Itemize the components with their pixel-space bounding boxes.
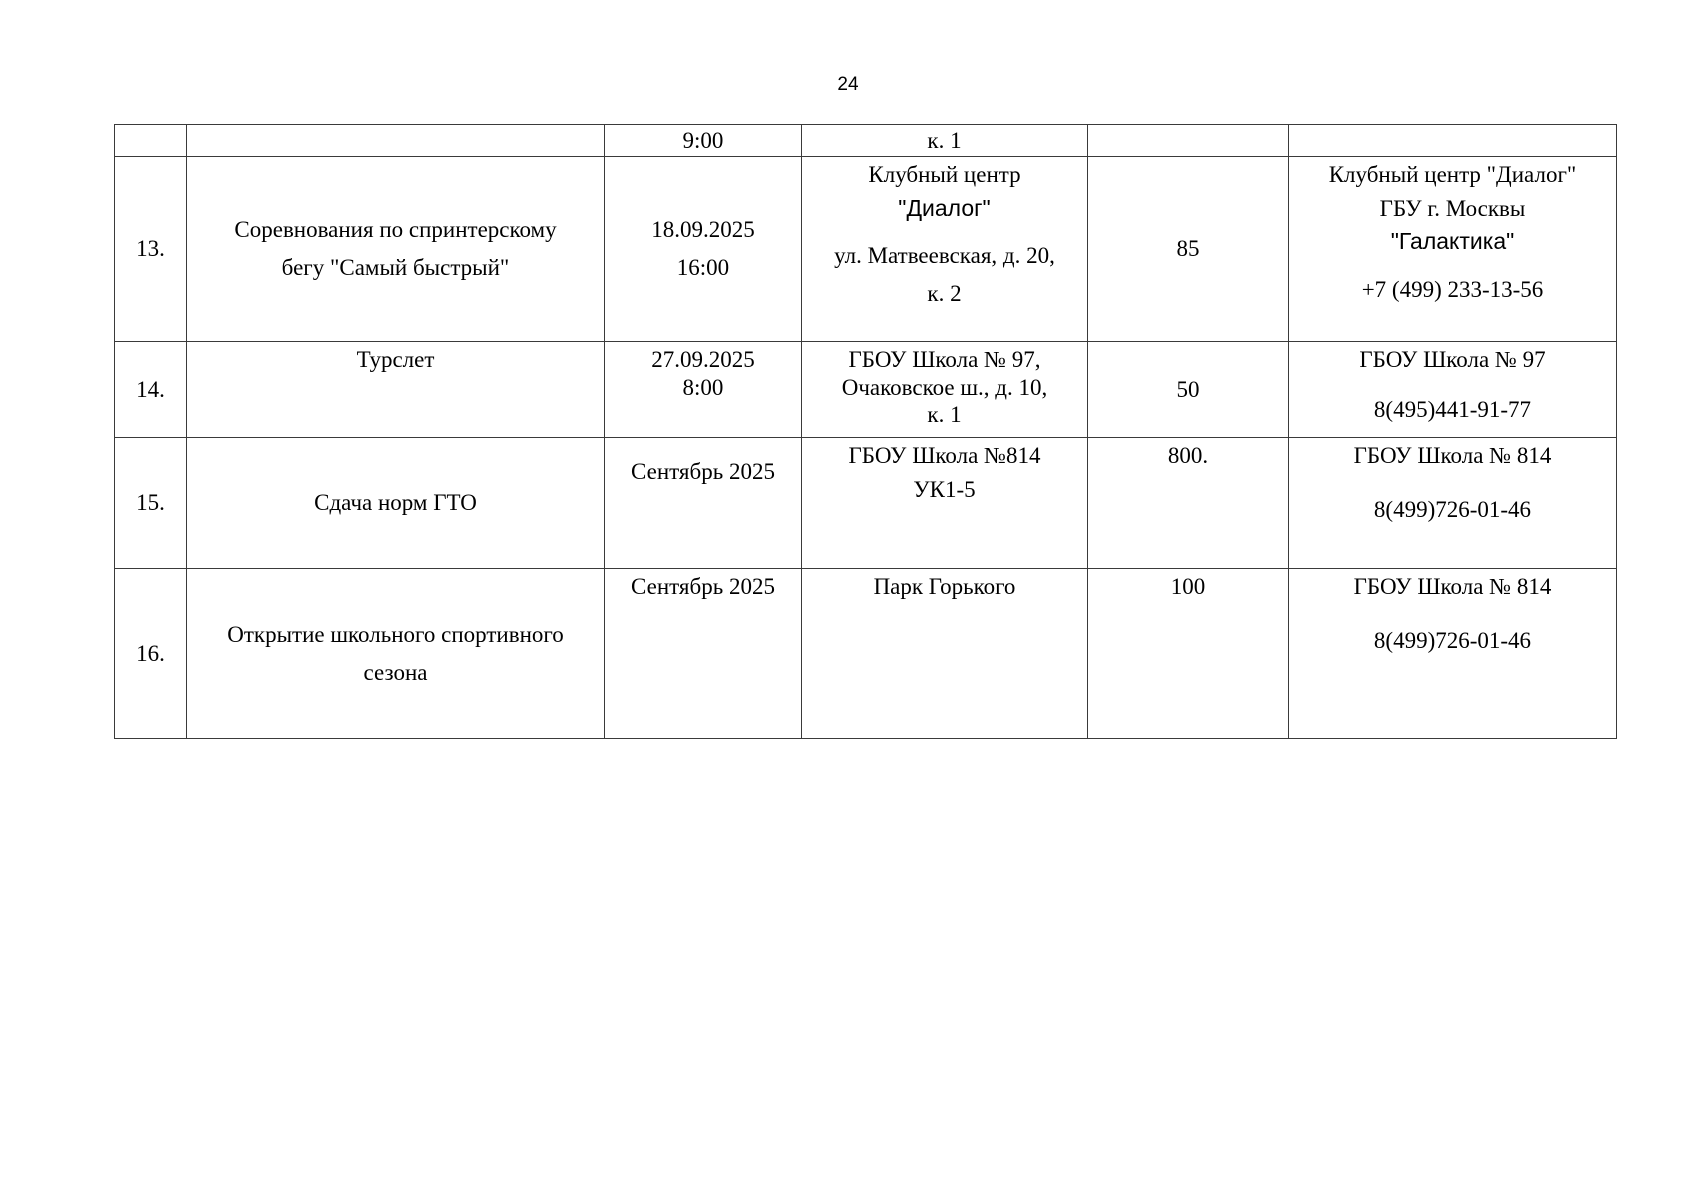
venue-cell bbox=[802, 157, 1088, 342]
venue-line: "Диалог" bbox=[898, 194, 991, 221]
event-name-line: Открытие школьного спортивного bbox=[227, 621, 564, 647]
venue-line: УК1-5 bbox=[913, 476, 976, 502]
venue-address-line: к. 2 bbox=[927, 280, 962, 306]
organizer-line: ГБОУ Школа № 814 bbox=[1353, 574, 1552, 599]
organizer-phone: 8(499)726-01-46 bbox=[1373, 496, 1532, 522]
date-time-line: 9:00 bbox=[682, 127, 724, 153]
participants-cell: 50 bbox=[1088, 342, 1289, 438]
event-name-cell bbox=[187, 125, 605, 157]
organizer-line: Клубный центр "Диалог" bbox=[1328, 162, 1577, 187]
table-row bbox=[115, 569, 1617, 739]
row-number-cell: 15. bbox=[115, 438, 187, 569]
participants-cell bbox=[1088, 125, 1289, 157]
venue-line: к. 1 bbox=[927, 127, 962, 153]
organizer-line: "Галактика" bbox=[1390, 228, 1515, 255]
page-number: 24 bbox=[837, 74, 859, 95]
date-line: Сентябрь 2025 bbox=[631, 574, 775, 599]
table-row bbox=[115, 438, 1617, 569]
time-line: 8:00 bbox=[682, 374, 724, 400]
event-name-line: сезона bbox=[363, 659, 428, 685]
event-name-line: Турслет bbox=[356, 347, 435, 372]
table-row bbox=[115, 342, 1617, 438]
venue-line: ГБОУ Школа № 97, bbox=[848, 347, 1041, 372]
table-row bbox=[115, 125, 1617, 157]
date-line: 27.09.2025 bbox=[651, 347, 755, 372]
organizer-cell bbox=[1289, 125, 1617, 157]
event-name-cell bbox=[187, 438, 605, 569]
organizer-cell bbox=[1289, 438, 1617, 569]
date-time-cell bbox=[605, 342, 802, 438]
event-name-cell bbox=[187, 157, 605, 342]
organizer-phone: 8(499)726-01-46 bbox=[1373, 627, 1532, 653]
row-number-cell: 13. bbox=[115, 157, 187, 342]
venue-cell bbox=[802, 342, 1088, 438]
organizer-phone: +7 (499) 233-13-56 bbox=[1361, 276, 1544, 302]
row-number-cell: 16. bbox=[115, 569, 187, 739]
participants-cell: 85 bbox=[1088, 157, 1289, 342]
table-row bbox=[115, 157, 1617, 342]
event-name-cell bbox=[187, 342, 605, 438]
event-name-line: Соревнования по спринтерскому bbox=[234, 217, 557, 243]
event-name-cell bbox=[187, 569, 605, 739]
date-line: Сентябрь 2025 bbox=[631, 459, 775, 484]
venue-line: Парк Горького bbox=[873, 574, 1016, 599]
venue-cell bbox=[802, 125, 1088, 157]
venue-line: к. 1 bbox=[927, 402, 962, 428]
organizer-cell bbox=[1289, 569, 1617, 739]
event-name-line: бегу "Самый быстрый" bbox=[281, 255, 510, 280]
date-time-cell bbox=[605, 125, 802, 157]
venue-line: Очаковское ш., д. 10, bbox=[841, 374, 1048, 400]
participants-cell: 800. bbox=[1088, 438, 1289, 569]
row-number-cell bbox=[115, 125, 187, 157]
organizer-line: ГБУ г. Москвы bbox=[1379, 195, 1526, 221]
venue-cell bbox=[802, 438, 1088, 569]
participants-cell: 100 bbox=[1088, 569, 1289, 739]
date-line: 18.09.2025 bbox=[651, 217, 755, 243]
venue-line: Клубный центр bbox=[868, 162, 1021, 187]
organizer-cell bbox=[1289, 342, 1617, 438]
events-table bbox=[114, 124, 1617, 739]
organizer-line: ГБОУ Школа № 97 bbox=[1359, 347, 1546, 372]
event-name-line: Сдача норм ГТО bbox=[314, 490, 477, 516]
organizer-cell bbox=[1289, 157, 1617, 342]
organizer-phone: 8(495)441-91-77 bbox=[1373, 396, 1532, 422]
date-time-cell bbox=[605, 569, 802, 739]
organizer-line: ГБОУ Школа № 814 bbox=[1353, 443, 1552, 468]
row-number-cell: 14. bbox=[115, 342, 187, 438]
date-time-cell bbox=[605, 438, 802, 569]
venue-address-line: ул. Матвеевская, д. 20, bbox=[834, 243, 1055, 269]
time-line: 16:00 bbox=[676, 255, 730, 280]
venue-line: ГБОУ Школа №814 bbox=[848, 443, 1041, 468]
venue-cell bbox=[802, 569, 1088, 739]
date-time-cell bbox=[605, 157, 802, 342]
